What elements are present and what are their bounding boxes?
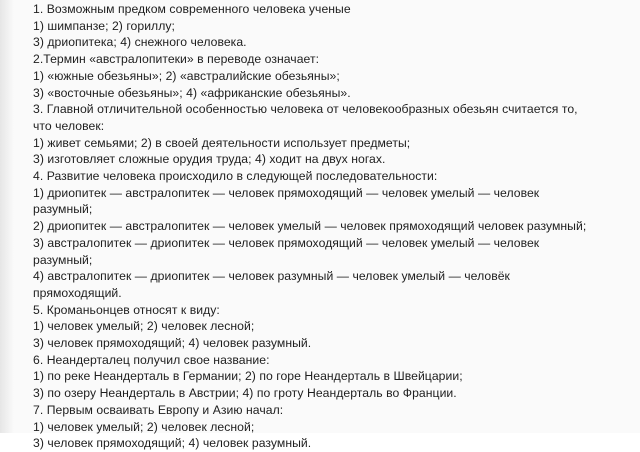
quiz-text	[33, 1, 633, 452]
question-4-title: 4. Развитие человека происходило в следующей последовательности:	[33, 169, 438, 184]
question-2-options-b: 3) «восточные обезьяны»; 4) «африканские обезьяны».	[33, 85, 351, 100]
question-5-title: 5. Кроманьонцев относят к виду:	[33, 302, 220, 317]
question-3-title-cont: что человек:	[33, 118, 105, 133]
question-4-option-1: 1) дриопитек — австралопитек — человек прямоходящий — человек умелый — человек	[33, 185, 540, 200]
question-1-title: 1. Возможным предком современного человека ученые	[33, 2, 351, 16]
question-6-title: 6. Неандерталец получил свое название:	[33, 352, 270, 367]
question-7-options-a: 1) человек умелый; 2) человек лесной;	[33, 419, 255, 434]
question-1-options-a: 1) шимпанзе; 2) гориллу;	[33, 18, 175, 33]
question-4-option-3: 3) австралопитек — дриопитек — человек прямоходящий — человек умелый — человек	[33, 235, 540, 250]
question-6-options-b: 3) по озеру Неандерталь в Австрии; 4) по гроту Неандерталь во Франции.	[33, 386, 457, 401]
question-2-title: 2.Термин «австралопитеки» в переводе означает:	[33, 52, 320, 67]
question-5-options-a: 1) человек умелый; 2) человек лесной;	[33, 319, 255, 334]
question-2-options-a: 1) «южные обезьяны»; 2) «австралийские обезьяны»;	[33, 68, 340, 83]
question-3-title: 3. Главной отличительной особенностью человека от человекообразных обезьян считается то,	[33, 102, 578, 117]
question-5-options-b: 3) человек прямоходящий; 4) человек разумный.	[33, 336, 312, 351]
question-4-option-2: 2) дриопитек — австралопитек — человек умелый — человек прямоходящий человек разумный;	[33, 219, 587, 234]
question-1-options-b: 3) дриопитека; 4) снежного человека.	[33, 35, 247, 50]
question-4-option-1-cont: разумный;	[33, 202, 93, 217]
question-6-options-a: 1) по реке Неандерталь в Германии; 2) по горе Неандерталь в Швейцарии;	[33, 369, 463, 384]
question-4-option-4: 4) австралопитек — дриопитек — человек разумный — человек умелый — человёк	[33, 269, 510, 284]
question-3-options-a: 1) живет семьями; 2) в своей деятельности использует предметы;	[33, 135, 411, 150]
question-4-option-4-cont: прямоходящий.	[33, 285, 122, 300]
question-7-title: 7. Первым осваивать Европу и Азию начал:	[33, 402, 284, 417]
question-4-option-3-cont: разумный;	[33, 252, 93, 267]
question-3-options-b: 3) изготовляет сложные орудия труда; 4) ходит на двух ногах.	[33, 152, 386, 167]
question-7-options-b: 3) человек прямоходящий; 4) человек разумный.	[33, 436, 312, 451]
page-edge-shadow	[0, 0, 14, 433]
